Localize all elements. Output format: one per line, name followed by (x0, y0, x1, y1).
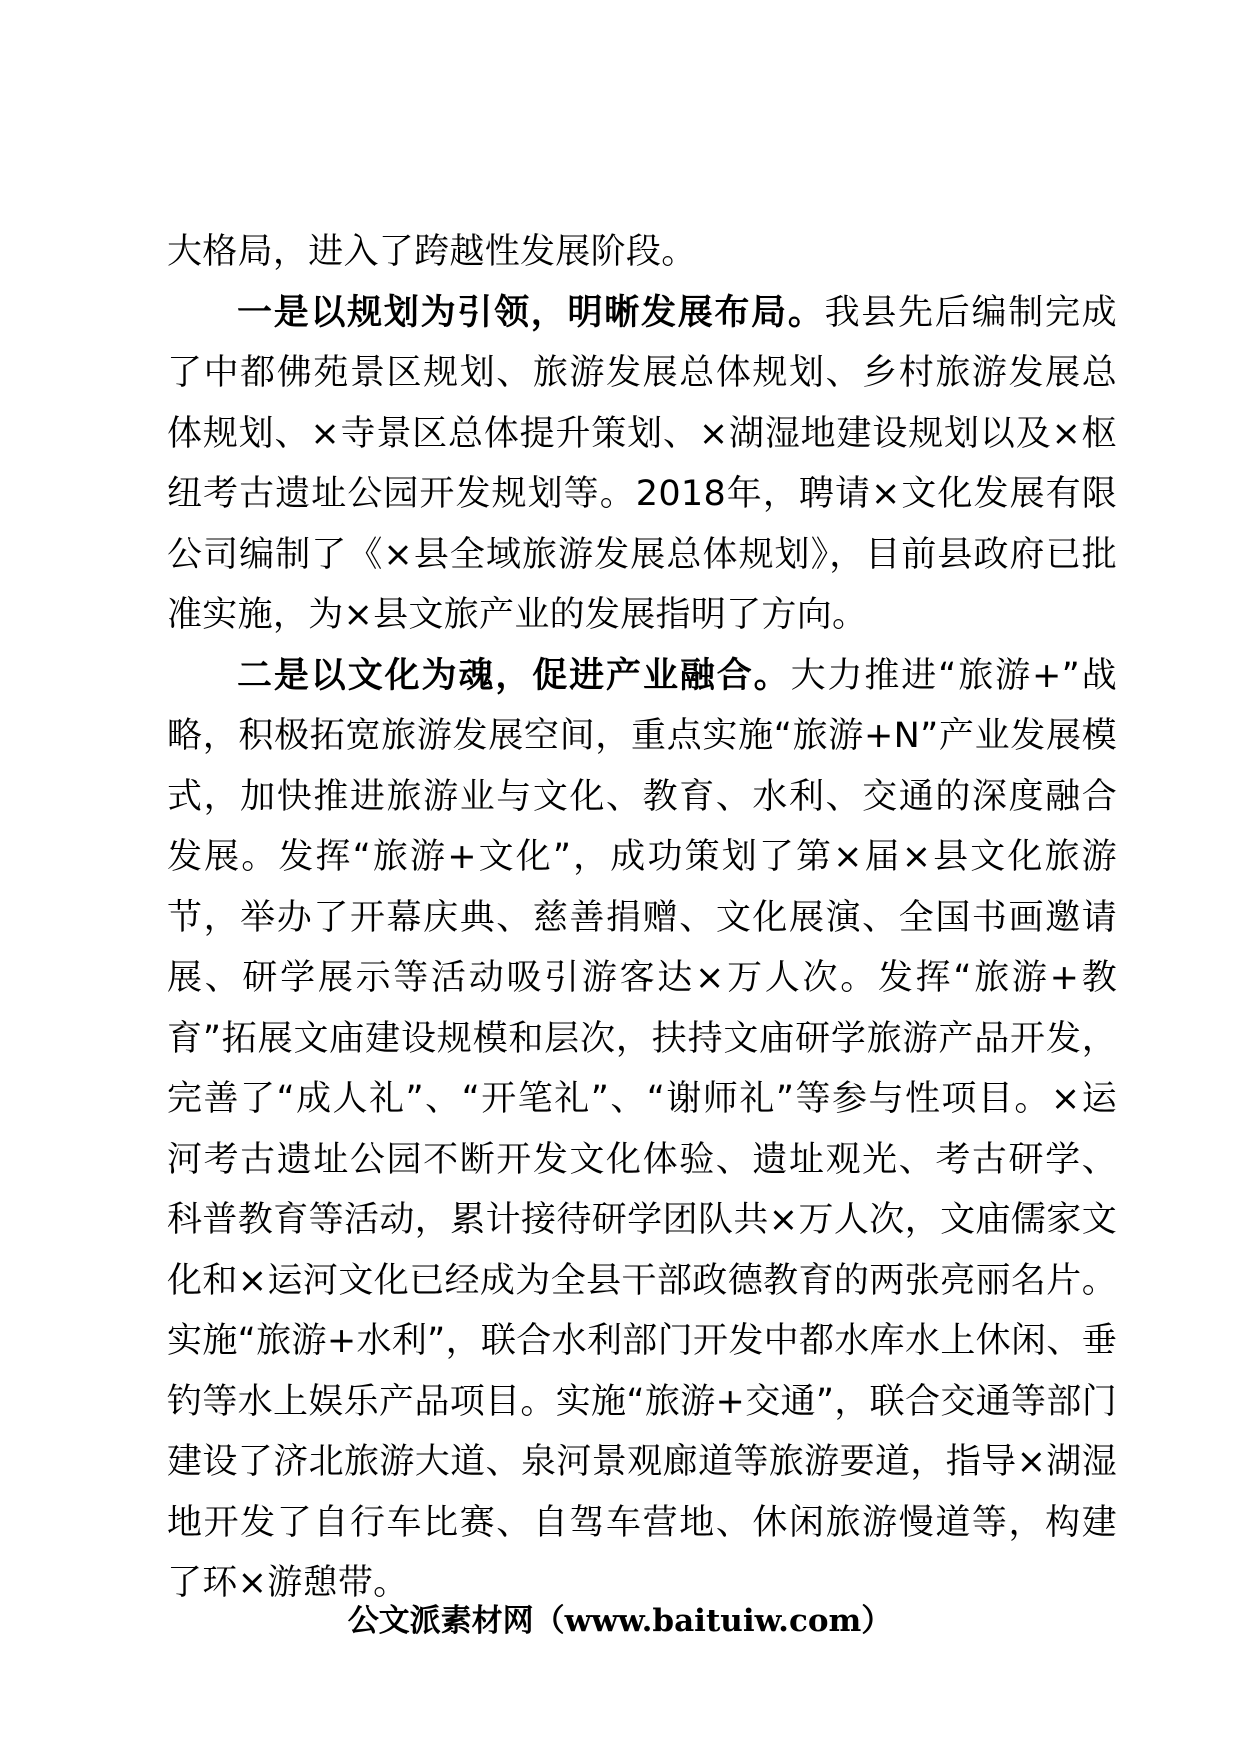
footer-source: 公文派素材网（www.baituiw.com） (347, 1603, 893, 1639)
paragraph-lead: 二是以文化为魂，促进产业融合。 (237, 655, 791, 696)
document-body (167, 222, 1117, 1614)
paragraph-text: 我县先后编制完成了中都佛苑景区规划、旅游发展总体规划、乡村旅游发展总体规划、×寺景区总体提升策划、×湖湿地建设规划以及×枢纽考古遗址公园开发规划等。2018年，聘请×文化发展有限公司编制了《×县全域旅游发展总体规划》，目前县政府已批准实施，为×县文旅产业的发展指明了方向。 (167, 292, 1117, 635)
paragraph-lead: 一是以规划为引领，明晰发展布局。 (237, 292, 825, 333)
paragraph-culture (167, 646, 1117, 1614)
paragraph-planning (167, 283, 1117, 646)
paragraph-continuation (167, 222, 1117, 283)
paragraph-text: 大格局，进入了跨越性发展阶段。 (167, 232, 697, 272)
paragraph-text: 大力推进“旅游+”战略，积极拓宽旅游发展空间，重点实施“旅游+N”产业发展模式，加快推进旅游业与文化、教育、水利、交通的深度融合发展。发挥“旅游+文化”，成功策划了第×届×县文化旅游节，举办了开幕庆典、慈善捐赠、文化展演、全国书画邀请展、研学展示等活动吸引游客达×万人次。发挥“旅游+教育”拓展文庙建设规模和层次，扶持文庙研学旅游产品开发，完善了“成人礼”、“开笔礼”、“谢师礼”等参与性项目。×运河考古遗址公园不断开发文化体验、遗址观光、考古研学、科普教育等活动，累计接待研学团队共×万人次，文庙儒家文化和×运河文化已经成为全县干部政德教育的两张亮丽名片。实施“旅游+水利”，联合水利部门开发中都水库水上休闲、垂钓等水上娱乐产品项目。实施“旅游+交通”，联合交通等部门建设了济北旅游大道、泉河景观廊道等旅游要道，指导×湖湿地开发了自行车比赛、自驾车营地、休闲旅游慢道等，构建了环×游憩带。 (167, 655, 1117, 1603)
